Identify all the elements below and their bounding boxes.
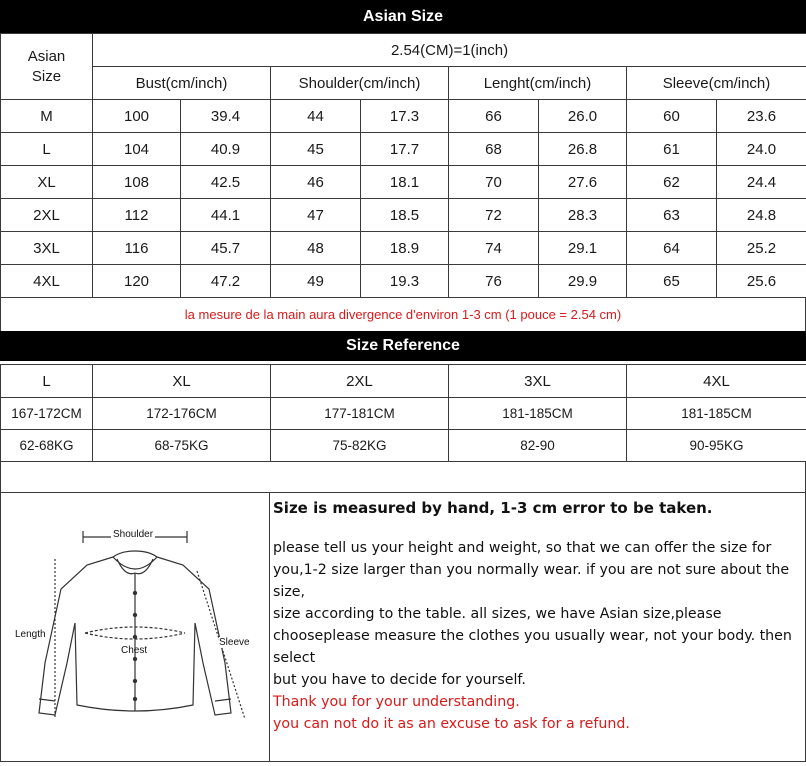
measurement-cell: 72	[449, 199, 539, 232]
ref-height-cell: 167-172CM	[1, 398, 93, 430]
ref-size-cell: 3XL	[449, 365, 627, 398]
size-label-cell: L	[1, 133, 93, 166]
reference-row-sizes	[1, 365, 806, 398]
measurement-cell: 24.0	[717, 133, 806, 166]
ref-size-cell: 2XL	[271, 365, 449, 398]
measurement-cell: 66	[449, 100, 539, 133]
size-row	[1, 100, 806, 133]
ref-height-cell: 181-185CM	[627, 398, 806, 430]
measurement-cell: 19.3	[361, 265, 449, 298]
shirt-measurement-diagram	[1, 493, 270, 761]
measurement-cell: 108	[93, 166, 181, 199]
info-red-line: you can not do it as an excuse to ask for a refund.	[273, 713, 803, 735]
info-line: select	[273, 647, 803, 669]
measurement-cell: 46	[271, 166, 361, 199]
measurement-cell: 60	[627, 100, 717, 133]
reference-row-heights	[1, 398, 806, 430]
col-header-shoulder: Shoulder(cm/inch)	[271, 67, 449, 100]
info-red-lines	[273, 691, 803, 735]
label-length: Length	[15, 629, 46, 640]
measurement-cell: 24.4	[717, 166, 806, 199]
ref-size-cell: XL	[93, 365, 271, 398]
measurement-cell: 63	[627, 199, 717, 232]
measurement-cell: 61	[627, 133, 717, 166]
measurement-cell: 104	[93, 133, 181, 166]
corner-cell: Asian Size	[1, 34, 93, 100]
ref-size-cell: L	[1, 365, 93, 398]
measurement-cell: 40.9	[181, 133, 271, 166]
size-label-cell: 2XL	[1, 199, 93, 232]
measurement-note: la mesure de la main aura divergence d'environ 1-3 cm (1 pouce = 2.54 cm)	[0, 298, 806, 332]
measurement-cell: 120	[93, 265, 181, 298]
reference-rows	[1, 365, 806, 462]
measurement-cell: 29.9	[539, 265, 627, 298]
size-label-cell: 3XL	[1, 232, 93, 265]
ref-weight-cell: 75-82KG	[271, 430, 449, 462]
measurement-cell: 29.1	[539, 232, 627, 265]
measurement-cell: 17.3	[361, 100, 449, 133]
measurement-cell: 65	[627, 265, 717, 298]
measurement-cell: 17.7	[361, 133, 449, 166]
info-lines	[273, 537, 803, 691]
measurement-cell: 100	[93, 100, 181, 133]
measurement-cell: 62	[627, 166, 717, 199]
size-label-cell: M	[1, 100, 93, 133]
ref-height-cell: 172-176CM	[93, 398, 271, 430]
ref-weight-cell: 82-90	[449, 430, 627, 462]
size-rows	[1, 100, 806, 298]
ref-weight-cell: 62-68KG	[1, 430, 93, 462]
measurement-cell: 64	[627, 232, 717, 265]
measurement-cell: 112	[93, 199, 181, 232]
measurement-cell: 25.2	[717, 232, 806, 265]
info-red-line: Thank you for your understanding.	[273, 691, 803, 713]
measurement-cell: 68	[449, 133, 539, 166]
ref-height-cell: 181-185CM	[449, 398, 627, 430]
measurement-cell: 18.5	[361, 199, 449, 232]
measurement-cell: 116	[93, 232, 181, 265]
ref-height-cell: 177-181CM	[271, 398, 449, 430]
size-row	[1, 232, 806, 265]
measurement-cell: 49	[271, 265, 361, 298]
reference-row-weights	[1, 430, 806, 462]
col-header-length: Lenght(cm/inch)	[449, 67, 627, 100]
reference-bar	[0, 331, 806, 361]
ref-weight-cell: 68-75KG	[93, 430, 271, 462]
info-heading: Size is measured by hand, 1-3 cm error to be taken.	[273, 497, 803, 519]
reference-bar-text: Size Reference	[346, 337, 460, 355]
conversion-cell: 2.54(CM)=1(inch)	[93, 34, 806, 67]
measurement-cell: 47	[271, 199, 361, 232]
measurement-cell: 39.4	[181, 100, 271, 133]
info-line: please tell us your height and weight, so that we can offer the size for	[273, 537, 803, 559]
size-row	[1, 265, 806, 298]
ref-weight-cell: 90-95KG	[627, 430, 806, 462]
size-row	[1, 133, 806, 166]
measurement-cell: 76	[449, 265, 539, 298]
size-table	[0, 33, 806, 298]
measurement-cell: 44.1	[181, 199, 271, 232]
measurement-cell: 47.2	[181, 265, 271, 298]
reference-table	[0, 364, 806, 462]
info-section	[0, 492, 806, 762]
measurement-cell: 48	[271, 232, 361, 265]
info-line: you,1-2 size larger than you normally wear. if you are not sure about the	[273, 559, 803, 581]
size-row	[1, 166, 806, 199]
info-text-panel	[273, 497, 803, 735]
measurement-cell: 23.6	[717, 100, 806, 133]
measurement-cell: 18.9	[361, 232, 449, 265]
measurement-cell: 27.6	[539, 166, 627, 199]
info-line: size,	[273, 581, 803, 603]
label-sleeve: Sleeve	[219, 637, 250, 648]
info-line: but you have to decide for yourself.	[273, 669, 803, 691]
label-shoulder: Shoulder	[111, 529, 155, 540]
size-label-cell: XL	[1, 166, 93, 199]
measurement-cell: 74	[449, 232, 539, 265]
info-line: size according to the table. all sizes, we have Asian size,please	[273, 603, 803, 625]
title-bar-text: Asian Size	[363, 8, 443, 26]
info-line: chooseplease measure the clothes you usually wear, not your body. then	[273, 625, 803, 647]
measurement-cell: 70	[449, 166, 539, 199]
col-header-sleeve: Sleeve(cm/inch)	[627, 67, 806, 100]
col-header-bust: Bust(cm/inch)	[93, 67, 271, 100]
measurement-cell: 25.6	[717, 265, 806, 298]
measurement-cell: 18.1	[361, 166, 449, 199]
title-bar	[0, 0, 806, 33]
measurement-cell: 45.7	[181, 232, 271, 265]
label-chest: Chest	[121, 645, 147, 656]
size-row	[1, 199, 806, 232]
measurement-cell: 24.8	[717, 199, 806, 232]
measurement-cell: 28.3	[539, 199, 627, 232]
measurement-cell: 26.0	[539, 100, 627, 133]
size-label-cell: 4XL	[1, 265, 93, 298]
measurement-cell: 26.8	[539, 133, 627, 166]
measurement-cell: 42.5	[181, 166, 271, 199]
measurement-cell: 44	[271, 100, 361, 133]
measurement-cell: 45	[271, 133, 361, 166]
spacer-row	[0, 462, 806, 492]
ref-size-cell: 4XL	[627, 365, 806, 398]
